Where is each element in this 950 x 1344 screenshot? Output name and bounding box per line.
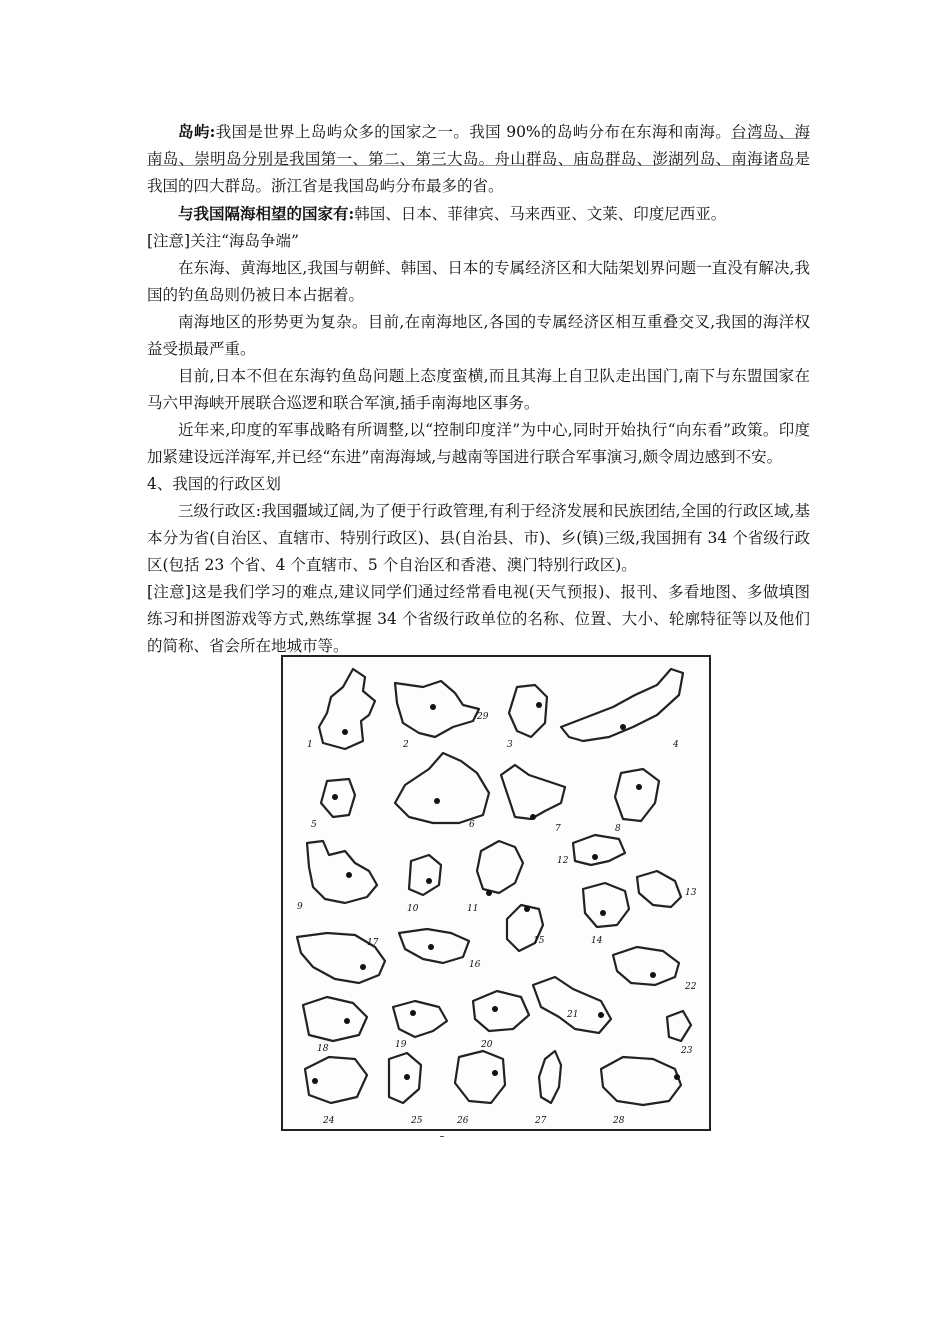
province-outline-23: [667, 1011, 691, 1041]
province-outline-26: [455, 1051, 505, 1103]
figure-label-11: 11: [467, 904, 479, 914]
figure-label-22: 22: [685, 982, 697, 992]
section-heading-administrative-divisions: 4、我国的行政区划: [147, 475, 281, 493]
province-outline-4: [561, 669, 683, 741]
figure-label-1: 1: [307, 740, 313, 750]
figure-label-17: 17: [367, 938, 379, 948]
figure-label-9: 9: [297, 902, 303, 912]
figure-label-19: 19: [395, 1040, 407, 1050]
province-outline-10: [409, 855, 441, 895]
figure-label-10: 10: [407, 904, 419, 914]
figure-label-16: 16: [469, 960, 481, 970]
islands-paragraph: [147, 118, 810, 200]
document-body: [147, 118, 810, 660]
province-outline-6: [395, 753, 489, 823]
figure-label-15: 15: [533, 936, 545, 946]
province-outline-16: [399, 929, 469, 963]
japan-paragraph: 目前,日本不但在东海钓鱼岛问题上态度蛮横,而且其海上自卫队走出国门,南下与东盟国家在马六甲海峡开展联合巡逻和联合军演,插手南海地区事务。: [147, 367, 810, 412]
page-mark: [440, 1136, 444, 1137]
figure-label-3: 3: [507, 740, 513, 750]
islands-text-3: 是我国的四大群岛。浙江省是我国岛屿分布最多的省。: [147, 150, 810, 195]
province-outline-5: [321, 779, 355, 817]
province-outline-1: [319, 669, 375, 749]
province-outlines: [283, 657, 709, 1129]
figure-label-28: 28: [613, 1116, 625, 1126]
india-paragraph: 近年来,印度的军事战略有所调整,以“控制印度洋”为中心,同时开始执行“向东看”政策。印度加紧建设远洋海军,并已经“东进”南海海域,与越南等国进行联合军事演习,颇令周边感到不安。: [147, 421, 810, 466]
province-outline-2: [395, 681, 479, 737]
neighbors-paragraph: [147, 200, 810, 228]
province-outline-3: [509, 685, 547, 737]
province-outline-7: [501, 765, 565, 819]
three-level-paragraph: 三级行政区:我国疆域辽阔,为了便于行政管理,有利于经济发展和民族团结,全国的行政区域,基本分为省(自治区、直辖市、特别行政区)、县(自治县、市)、乡(镇)三级,我国拥有 34 个省级行政区(包括 23 个省、4 个直辖市、5 个自治区和香港、澳门特别行政区)。: [147, 502, 810, 574]
figure-label-18: 18: [317, 1044, 329, 1054]
figure-label-8: 8: [615, 824, 621, 834]
figure-label-24: 24: [323, 1116, 335, 1126]
province-outline-12: [573, 835, 625, 865]
province-outline-18: [303, 997, 367, 1041]
figure-label-2: 2: [403, 740, 409, 750]
province-outline-27: [539, 1051, 561, 1103]
figure-label-13: 13: [685, 888, 697, 898]
province-outline-28: [601, 1057, 681, 1105]
figure-label-26: 26: [457, 1116, 469, 1126]
figure-label-25: 25: [411, 1116, 423, 1126]
islands-text-2: 台湾岛、海南岛、崇明岛分别是我国第一、第二、第三大岛。舟山群岛、庙岛群岛、澎湖列岛、南海诸岛: [147, 123, 810, 168]
islands-text-1: 我国是世界上岛屿众多的国家之一。我国 90%的岛屿分布在东海和南海。: [215, 123, 732, 141]
neighbors-lead: 与我国隔海相望的国家有:: [178, 204, 355, 223]
province-outline-22: [613, 947, 679, 985]
neighbors-text: 韩国、日本、菲律宾、马来西亚、文莱、印度尼西亚。: [354, 205, 727, 223]
figure-label-20: 20: [481, 1040, 493, 1050]
figure-label-21: 21: [567, 1010, 579, 1020]
south-sea-paragraph: 南海地区的形势更为复杂。目前,在南海地区,各国的专属经济区相互重叠交叉,我国的海洋权益受损最严重。: [147, 313, 810, 358]
islands-lead: 岛屿:: [178, 122, 216, 141]
figure-label-12: 12: [557, 856, 569, 866]
province-outline-21: [533, 977, 611, 1033]
province-outline-20: [473, 991, 529, 1031]
note-island-disputes: [注意]关注“海岛争端”: [147, 232, 299, 250]
figure-label-5: 5: [311, 820, 317, 830]
figure-label-4: 4: [673, 740, 679, 750]
figure-label-14: 14: [591, 936, 603, 946]
province-outline-11: [477, 841, 523, 893]
figure-label-27: 27: [535, 1116, 547, 1126]
note-study-tips: [注意]这是我们学习的难点,建议同学们通过经常看电视(天气预报)、报刊、多看地图、多做填图练习和拼图游戏等方式,熟练掌握 34 个省级行政单位的名称、位置、大小、轮廓特征等以及他们的简称、省会所在地城市等。: [147, 583, 810, 655]
province-outline-puzzle-figure: [281, 655, 711, 1131]
east-sea-paragraph: 在东海、黄海地区,我国与朝鲜、韩国、日本的专属经济区和大陆架划界问题一直没有解决,我国的钓鱼岛则仍被日本占据着。: [147, 259, 810, 304]
province-outline-8: [615, 769, 659, 821]
province-outline-14: [583, 883, 629, 927]
figure-label-6: 6: [469, 820, 475, 830]
figure-label-29: 29: [477, 712, 489, 722]
province-outline-19: [393, 1001, 447, 1037]
province-outline-13: [637, 871, 681, 907]
province-outline-9: [307, 841, 377, 903]
figure-label-7: 7: [555, 824, 561, 834]
figure-label-23: 23: [681, 1046, 693, 1056]
